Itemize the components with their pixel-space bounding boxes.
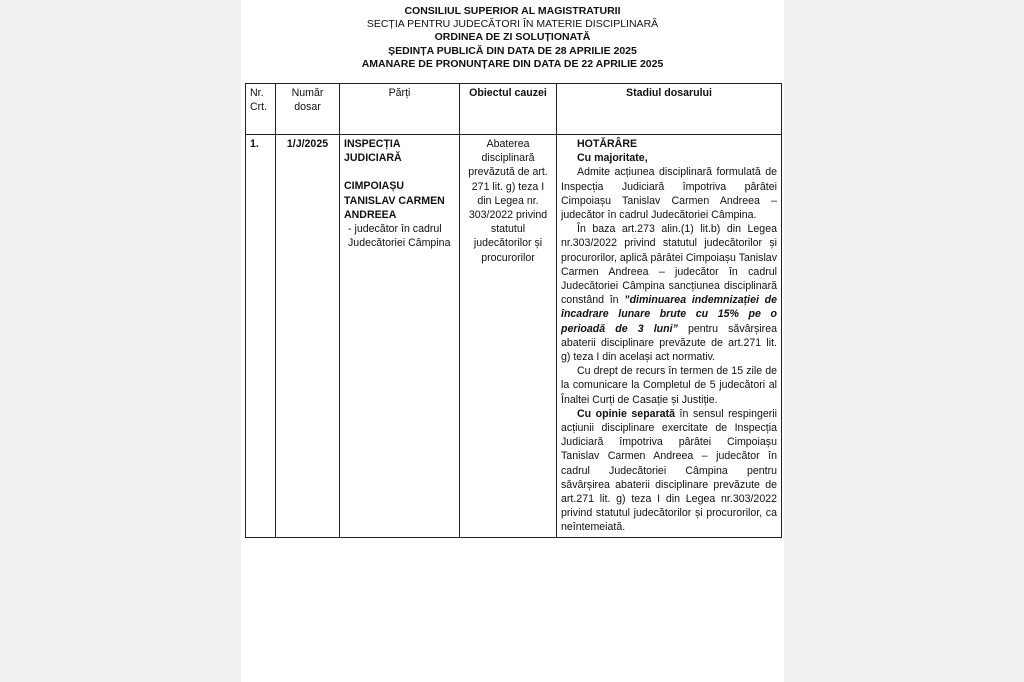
- cell-obiect: Abaterea disciplinară prevăzută de art. 271 lit. g) teza I din Legea nr. 303/2022 privind statutul judecătorilor și procurorilor: [460, 135, 557, 538]
- header-dosar: Număr dosar: [276, 84, 340, 135]
- cell-nr: 1.: [246, 135, 276, 538]
- decision-heading: HOTĂRÂRE: [577, 138, 638, 150]
- paragraph-2-end: pentru săvârșirea abaterii disciplinare prevăzute de art.271 lit. g) teza I din același act normativ.: [561, 322, 777, 364]
- cell-parti: [340, 135, 460, 538]
- header-parti: Părți: [340, 84, 460, 135]
- session-date: ȘEDINȚA PUBLICĂ DIN DATA DE 28 APRILIE 2025: [388, 44, 637, 57]
- separate-opinion-label: Cu opinie separată: [577, 407, 675, 420]
- postponement-date: AMANARE DE PRONUNȚARE DIN DATA DE 22 APRILIE 2025: [361, 57, 664, 70]
- party-defendant: CIMPOIAȘU TANISLAV CARMEN ANDREEA: [344, 180, 445, 221]
- header-obiect: Obiectul cauzei: [460, 84, 557, 135]
- cases-table: [245, 83, 782, 538]
- agenda-title: ORDINEA DE ZI SOLUȚIONATĂ: [434, 31, 591, 44]
- cell-stadiu: [557, 135, 782, 538]
- document-page: [241, 0, 784, 682]
- section-name: SECȚIA PENTRU JUDECĂTORI ÎN MATERIE DISCIPLINARĂ: [366, 18, 659, 31]
- decision-paragraph-2: [561, 222, 777, 364]
- party-plaintiff: INSPECȚIA JUDICIARĂ: [344, 138, 402, 165]
- decision-paragraph-4: [561, 407, 777, 535]
- party-defendant-role: - judecător în cadrul Judecătoriei Câmpina: [348, 223, 451, 250]
- document-header: [241, 5, 784, 71]
- header-nr: Nr. Crt.: [246, 84, 276, 135]
- decision-paragraph-3: Cu drept de recurs în termen de 15 zile de la comunicare la Completul de 5 judecători al Înaltei Curți de Casație și Justiție.: [561, 365, 777, 406]
- cell-dosar: 1/J/2025: [276, 135, 340, 538]
- sanction-text: ”diminuarea indemnizației de încadrare lunare brute cu 15% pe o perioadă de 3 luni”: [561, 294, 778, 335]
- table-row: [246, 135, 782, 538]
- paragraph-2-text: În baza art.273 alin.(1) lit.b) din Legea nr.303/2022 privind statutul judecătorilor și procurorilor, aplică pârâtei Cimpoiașu Tanislav Carmen Andreea – judecător în cadrul Judecătoriei Câmpina sancțiunea disciplinară constând în: [561, 223, 777, 307]
- council-name: CONSILIUL SUPERIOR AL MAGISTRATURII: [404, 5, 621, 17]
- decision-majority: Cu majoritate,: [577, 152, 648, 165]
- separate-opinion-text: în sensul respingerii acțiunii disciplinare exercitate de Inspecția Judiciară împotriva pârâtei Cimpoiașu Tanislav Carmen Andreea – judecător în cadrul Judecătoriei Câmpina pentru săvârșirea abaterii disciplinare prevăzute de art.271 lit. g) teza I din Legea nr.303/2022 privind statutul judecătorilor și procurorilor, ca neîntemeiată.: [561, 407, 777, 534]
- decision-paragraph-1: Admite acțiunea disciplinară formulată de Inspecția Judiciară împotriva pârâtei Cimpoiașu Tanislav Carmen Andreea – judecător în cadrul Judecătoriei Câmpina.: [561, 166, 777, 222]
- table-header-row: [246, 84, 782, 135]
- header-stadiu: Stadiul dosarului: [557, 84, 782, 135]
